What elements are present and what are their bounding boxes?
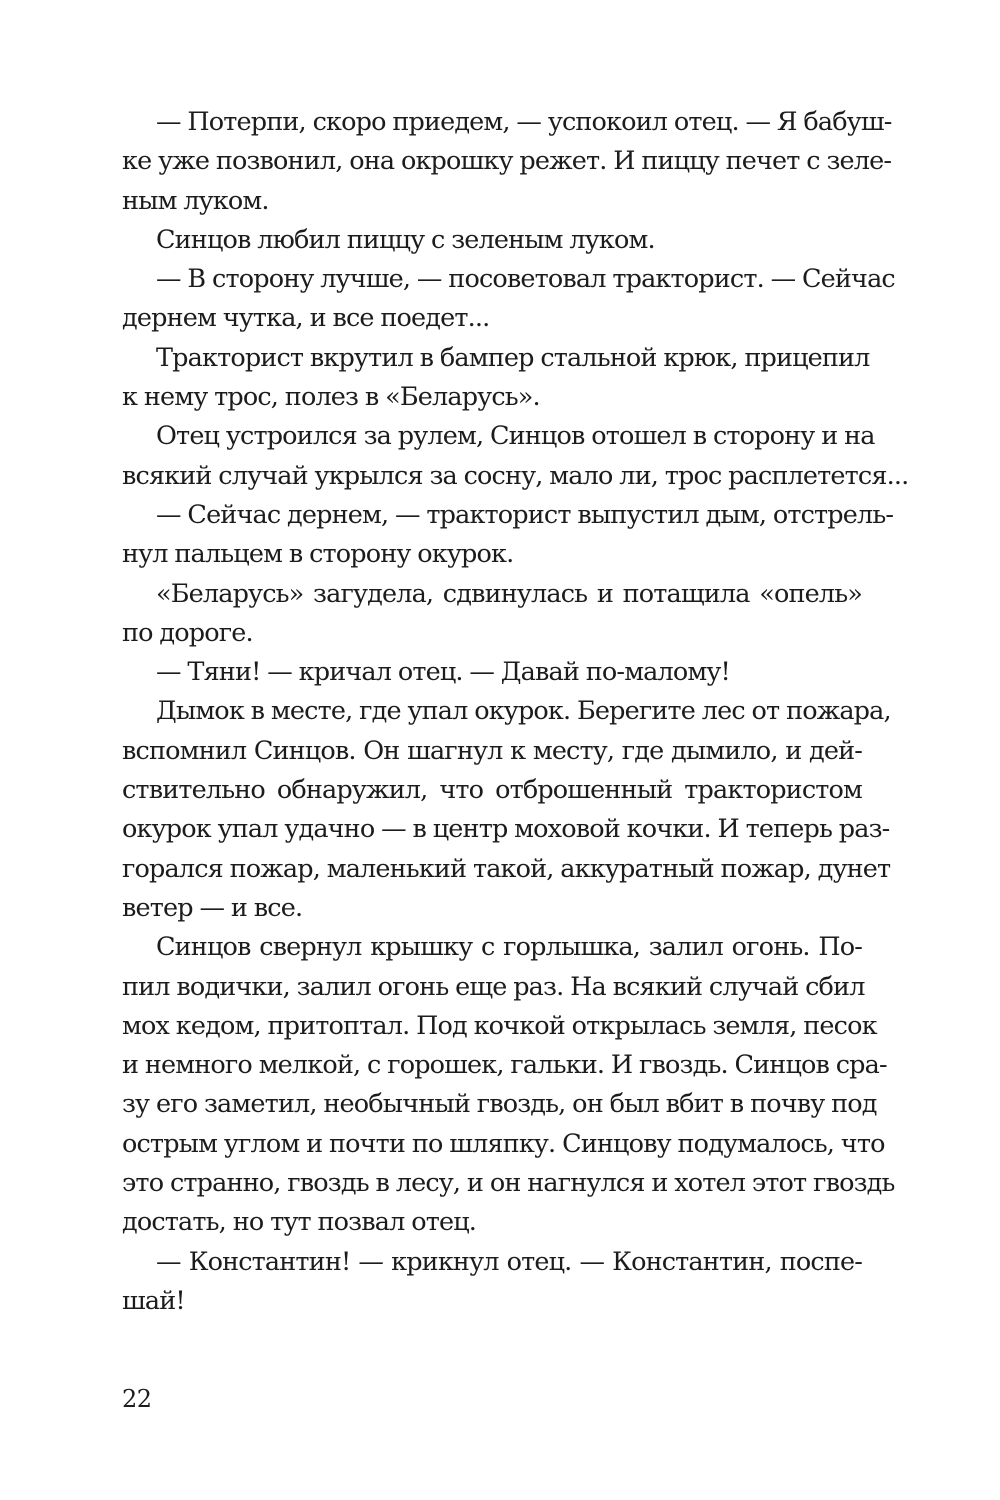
paragraph: [122, 575, 862, 654]
paragraph: [122, 221, 862, 260]
paragraph: [122, 653, 862, 692]
paragraph: [122, 260, 895, 339]
text-line: Синцов любил пиццу с зеленым луком.: [156, 224, 655, 255]
text-line: зу его заметил, необычный гвоздь, он был вбит в почву под: [122, 1089, 877, 1120]
text-line: вспомнил Синцов. Он шагнул к месту, где дымило, и дей-: [122, 735, 862, 766]
text-line: это странно, гвоздь в лесу, и он нагнулся и хотел этот гвоздь: [122, 1168, 895, 1199]
paragraph: [122, 339, 870, 418]
text-line: шай!: [122, 1285, 185, 1316]
text-line: дернем чутка, и все поедет...: [122, 303, 490, 334]
text-body: [122, 103, 909, 1321]
text-line: достать, но тут позвал отец.: [122, 1207, 476, 1238]
text-line: — Константин! — крикнул отец. — Константин, поспе-: [156, 1246, 862, 1277]
text-line: всякий случай укрылся за сосну, мало ли, трос расплетется...: [122, 460, 909, 491]
paragraph: [122, 103, 892, 221]
paragraph: [122, 1243, 862, 1322]
text-line: к нему трос, полез в «Беларусь».: [122, 382, 540, 413]
text-line: — Тяни! — кричал отец. — Давай по-малому!: [156, 657, 730, 688]
text-line: ным луком.: [122, 185, 269, 216]
text-line: — Сейчас дернем, — тракторист выпустил дым, отстрель-: [156, 499, 894, 530]
text-line: — В сторону лучше, — посоветовал тракторист. — Сейчас: [156, 264, 895, 295]
text-line: ветер — и все.: [122, 892, 303, 923]
text-line: ке уже позвонил, она окрошку режет. И пиццу печет с зеле-: [122, 146, 892, 177]
text-line: пил водички, залил огонь еще раз. На всякий случай сбил: [122, 971, 865, 1002]
text-line: мох кедом, притоптал. Под кочкой открылась земля, песок: [122, 1010, 877, 1041]
text-line: острым углом и почти по шляпку. Синцову подумалось, что: [122, 1128, 885, 1159]
text-line: ствительно обнаружил, что отброшенный трактористом: [122, 775, 862, 806]
text-line: по дороге.: [122, 617, 253, 648]
text-line: нул пальцем в сторону окурок.: [122, 539, 514, 570]
text-line: окурок упал удачно — в центр моховой кочки. И теперь раз-: [122, 814, 890, 845]
paragraph: [122, 496, 894, 575]
text-line: и немного мелкой, с горошек, гальки. И гвоздь. Синцов сра-: [122, 1050, 887, 1081]
paragraph: [122, 417, 909, 496]
text-line: «Беларусь» загудела, сдвинулась и потащила «опель»: [156, 578, 862, 609]
text-line: Отец устроился за рулем, Синцов отошел в сторону и на: [156, 421, 875, 452]
page-number: 22: [122, 1385, 152, 1413]
text-line: — Потерпи, скоро приедем, — успокоил отец. — Я бабуш-: [156, 107, 892, 137]
paragraph: [122, 928, 895, 1242]
text-line: Тракторист вкрутил в бампер стальной крюк, прицепил: [156, 342, 870, 373]
text-line: Дымок в месте, где упал окурок. Берегите лес от пожара,: [156, 696, 891, 727]
text-line: горался пожар, маленький такой, аккуратный пожар, дунет: [122, 853, 891, 884]
paragraph: [122, 692, 891, 928]
text-line: Синцов свернул крышку с горлышка, залил огонь. По-: [156, 932, 862, 963]
